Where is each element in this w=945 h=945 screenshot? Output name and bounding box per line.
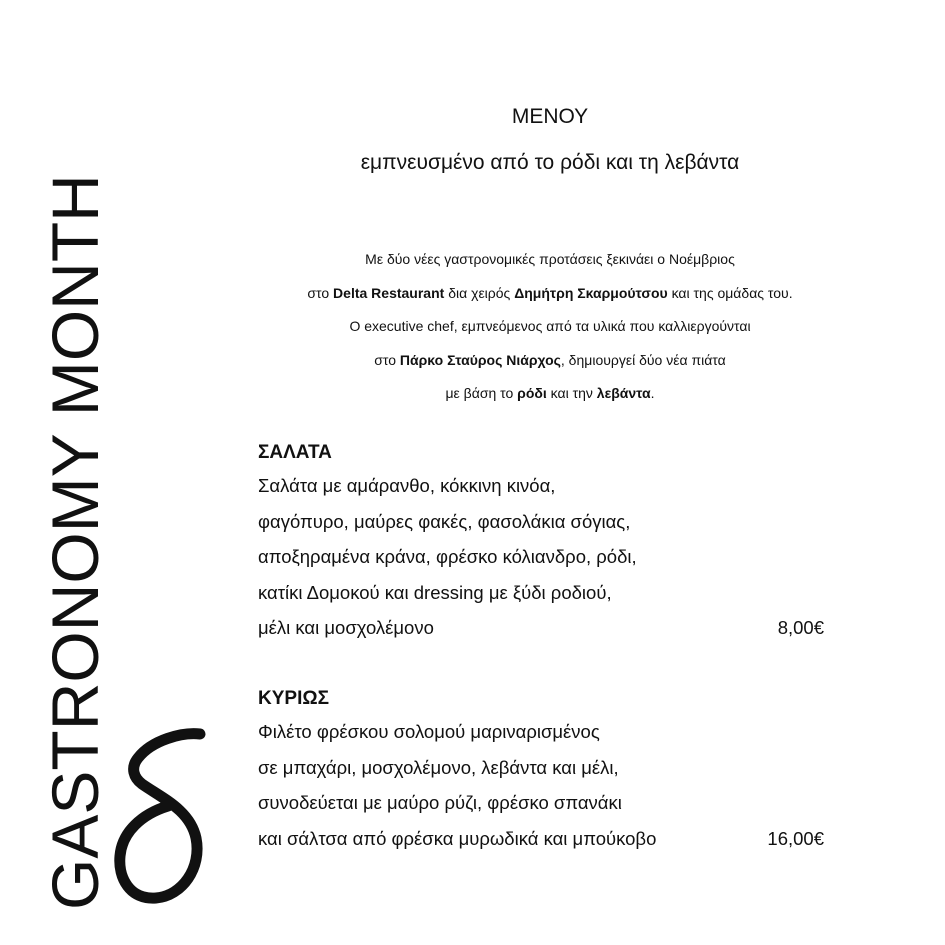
park-name: Πάρκο Σταύρος Νιάρχος [399,351,561,368]
delta-script-logo-icon [112,728,212,904]
intro-line-1 [240,243,860,277]
side-title: GASTRONOMY MONTH [38,174,112,910]
ingredient-pomegranate: ρόδι [517,385,547,401]
main-course-heading: ΚΥΡΙΩΣ [258,688,329,709]
salad-section [258,440,828,646]
intro-text: στο [374,351,400,368]
restaurant-name: Delta Restaurant [333,284,445,301]
ingredient-lavender: λεβάντα [596,385,651,401]
main-course-last-line [258,821,828,857]
main-course-line: Φιλέτο φρέσκου σολομού μαριναρισμένος [258,721,600,742]
intro-text: και της ομάδας του. [667,284,793,301]
intro-text: και την [546,385,597,401]
intro-text: Ο executive chef, εμπνεόμενος από τα υλικά που καλλιεργούνται [349,318,751,334]
main-course-line: και σάλτσα από φρέσκα μυρωδικά και μπούκοβο [258,827,657,849]
salad-last-line [258,610,828,646]
intro-paragraph [240,243,860,411]
main-course-line: σε μπαχάρι, μοσχολέμονο, λεβάντα και μέλι, [258,756,619,778]
intro-text: Με δύο νέες γαστρονομικές προτάσεις ξεκινάει ο Νοέμβριος [365,251,735,267]
main-course-line: συνοδεύεται με μαύρο ρύζι, φρέσκο σπανάκι [258,792,622,813]
intro-line-3 [240,310,860,344]
intro-line-2 [240,277,860,311]
salad-heading: ΣΑΛΑΤΑ [258,442,332,463]
menu-subtitle: εμπνευσμένο από το ρόδι και τη λεβάντα [360,151,740,174]
menu-title: ΜΕΝΟΥ [511,105,589,128]
intro-text: με βάση το [445,385,518,401]
intro-text: στο [307,284,334,301]
intro-line-5 [240,377,860,411]
salad-line: αποξηραμένα κράνα, φρέσκο κόλιανδρο, ρόδι, [258,546,637,567]
salad-line: κατίκι Δομοκού και dressing με ξύδι ροδιού, [258,581,612,603]
main-course-section [258,686,828,856]
salad-line: Σαλάτα με αμάρανθο, κόκκινη κινόα, [258,475,556,496]
salad-line: μέλι και μοσχολέμονο [258,617,434,638]
intro-text: δια χειρός [444,284,515,301]
salad-price: 8,00€ [777,617,824,638]
intro-text: , δημιουργεί δύο νέα πιάτα [560,351,726,368]
main-course-price: 16,00€ [767,827,824,849]
side-title-container [40,50,110,910]
intro-text: . [650,385,655,401]
chef-name: Δημήτρη Σκαρμούτσου [514,284,668,301]
intro-line-4 [240,344,860,378]
salad-line: φαγόπυρο, μαύρες φακές, φασολάκια σόγιας, [258,510,631,532]
